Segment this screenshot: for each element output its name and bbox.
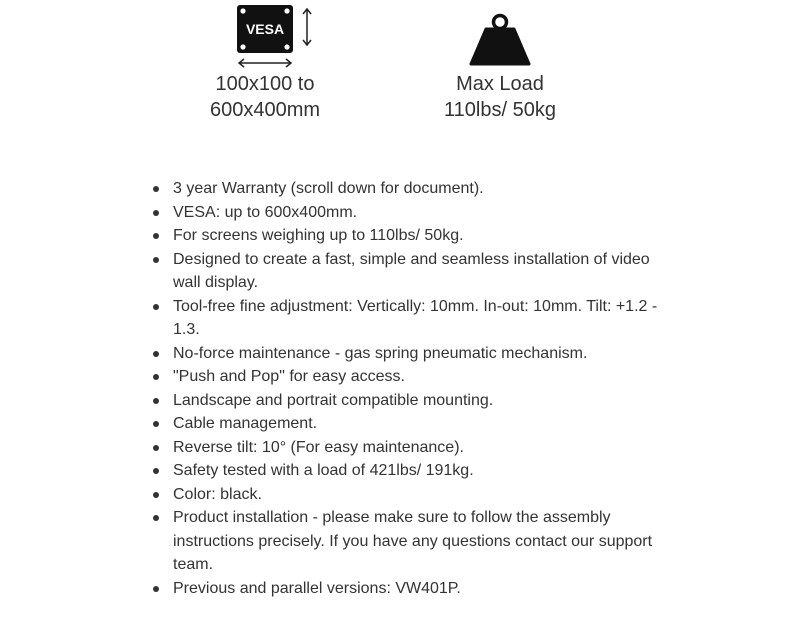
feature-item: Product installation - please make sure to follow the assembly instructions precisely. If you have any questions contact our support team.	[173, 506, 663, 577]
feature-item: Color: black.	[173, 483, 663, 507]
max-load-caption-line2: 110lbs/ 50kg	[444, 99, 556, 121]
max-load-caption-line1: Max Load	[456, 73, 544, 95]
feature-item: Designed to create a fast, simple and seamless installation of video wall display.	[173, 248, 663, 295]
feature-item: Landscape and portrait compatible mounting.	[173, 389, 663, 413]
feature-item: Safety tested with a load of 421lbs/ 191kg.	[173, 459, 663, 483]
vesa-badge-text: VESA	[245, 21, 285, 37]
feature-item: "Push and Pop" for easy access.	[173, 365, 663, 389]
feature-item: For screens weighing up to 110lbs/ 50kg.	[173, 224, 663, 248]
feature-list	[150, 177, 663, 600]
vesa-caption-line1: 100x100 to	[215, 73, 315, 95]
weight-icon	[445, 0, 555, 70]
max-load-spec	[410, 0, 590, 122]
feature-item: Tool-free fine adjustment: Vertically: 10mm. In-out: 10mm. Tilt: +1.2 - 1.3.	[173, 295, 663, 342]
feature-item: Reverse tilt: 10° (For easy maintenance).	[173, 436, 663, 460]
feature-item: Cable management.	[173, 412, 663, 436]
vesa-caption-line2: 600x400mm	[209, 99, 321, 121]
vesa-spec	[175, 0, 355, 122]
feature-item: VESA: up to 600x400mm.	[173, 201, 663, 225]
feature-item: Previous and parallel versions: VW401P.	[173, 577, 663, 601]
feature-item: 3 year Warranty (scroll down for document).	[173, 177, 663, 201]
vesa-plate-icon	[210, 0, 320, 70]
feature-item: No-force maintenance - gas spring pneumatic mechanism.	[173, 342, 663, 366]
